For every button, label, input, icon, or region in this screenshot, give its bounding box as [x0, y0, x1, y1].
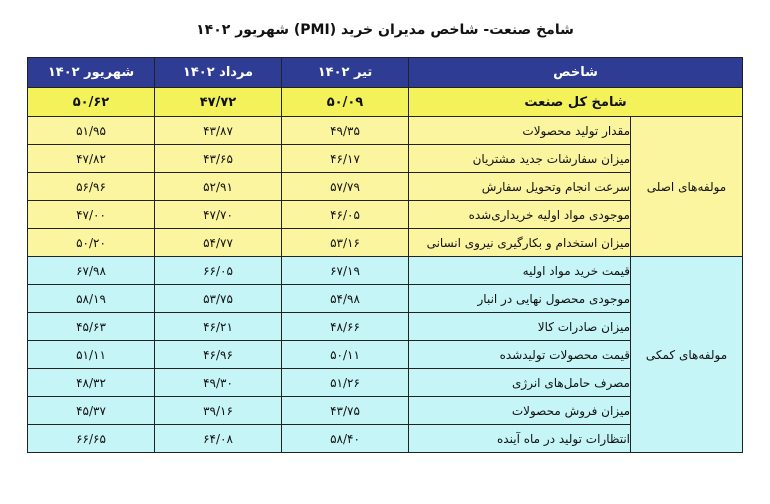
total-value: ۴۷/۷۲ — [155, 88, 282, 117]
header-month: مرداد ۱۴۰۲ — [155, 58, 282, 88]
pmi-table — [27, 57, 743, 453]
cell-value: ۶۴/۰۸ — [155, 425, 282, 453]
cell-value: ۵۳/۱۶ — [282, 229, 409, 257]
cell-value: ۵۰/۱۱ — [282, 341, 409, 369]
cell-value: ۴۸/۳۲ — [28, 369, 155, 397]
header-row — [28, 58, 743, 88]
cell-value: ۵۱/۱۱ — [28, 341, 155, 369]
cell-value: ۴۹/۳۵ — [282, 117, 409, 145]
cell-value: ۴۳/۸۷ — [155, 117, 282, 145]
total-value: ۵۰/۰۹ — [282, 88, 409, 117]
row-label: میزان صادرات کالا — [409, 313, 631, 341]
table-row — [28, 117, 743, 145]
cell-value: ۴۵/۶۳ — [28, 313, 155, 341]
cell-value: ۶۷/۱۹ — [282, 257, 409, 285]
header-indicator: شاخص — [409, 58, 743, 88]
group-label-aux: مولفه‌های کمکی — [631, 257, 743, 453]
cell-value: ۴۶/۰۵ — [282, 201, 409, 229]
cell-value: ۴۷/۷۰ — [155, 201, 282, 229]
table-row — [28, 257, 743, 285]
cell-value: ۵۰/۲۰ — [28, 229, 155, 257]
row-label: مصرف حامل‌های انرژی — [409, 369, 631, 397]
cell-value: ۴۳/۷۵ — [282, 397, 409, 425]
row-label: میزان فروش محصولات — [409, 397, 631, 425]
cell-value: ۴۷/۰۰ — [28, 201, 155, 229]
total-label: شامخ کل صنعت — [409, 88, 743, 117]
header-month: شهریور ۱۴۰۲ — [28, 58, 155, 88]
cell-value: ۶۶/۶۵ — [28, 425, 155, 453]
cell-value: ۴۶/۲۱ — [155, 313, 282, 341]
cell-value: ۴۸/۶۶ — [282, 313, 409, 341]
cell-value: ۴۳/۶۵ — [155, 145, 282, 173]
cell-value: ۴۶/۱۷ — [282, 145, 409, 173]
cell-value: ۵۸/۴۰ — [282, 425, 409, 453]
row-label: سرعت انجام وتحویل سفارش — [409, 173, 631, 201]
cell-value: ۴۷/۸۲ — [28, 145, 155, 173]
total-value: ۵۰/۶۲ — [28, 88, 155, 117]
row-label: قیمت محصولات تولیدشده — [409, 341, 631, 369]
cell-value: ۵۱/۹۵ — [28, 117, 155, 145]
cell-value: ۵۱/۲۶ — [282, 369, 409, 397]
cell-value: ۶۶/۰۵ — [155, 257, 282, 285]
cell-value: ۳۹/۱۶ — [155, 397, 282, 425]
group-label-main: مولفه‌های اصلی — [631, 117, 743, 257]
cell-value: ۵۴/۹۸ — [282, 285, 409, 313]
row-label: موجودی مواد اولیه خریداری‌شده — [409, 201, 631, 229]
header-month: تیر ۱۴۰۲ — [282, 58, 409, 88]
cell-value: ۴۶/۹۶ — [155, 341, 282, 369]
cell-value: ۵۴/۷۷ — [155, 229, 282, 257]
cell-value: ۴۵/۳۷ — [28, 397, 155, 425]
row-label: میزان سفارشات جدید مشتریان — [409, 145, 631, 173]
table-title: شامخ صنعت- شاخص مدیران خرید (PMI) شهریور ۱۴۰۲ — [196, 22, 574, 38]
row-label: میزان استخدام و بکارگیری نیروی انسانی — [409, 229, 631, 257]
row-label: موجودی محصول نهایی در انبار — [409, 285, 631, 313]
total-row — [28, 88, 743, 117]
cell-value: ۵۸/۱۹ — [28, 285, 155, 313]
cell-value: ۴۹/۳۰ — [155, 369, 282, 397]
row-label: مقدار تولید محصولات — [409, 117, 631, 145]
row-label: انتظارات تولید در ماه آینده — [409, 425, 631, 453]
row-label: قیمت خرید مواد اولیه — [409, 257, 631, 285]
cell-value: ۵۷/۷۹ — [282, 173, 409, 201]
cell-value: ۵۳/۷۵ — [155, 285, 282, 313]
cell-value: ۵۲/۹۱ — [155, 173, 282, 201]
cell-value: ۶۷/۹۸ — [28, 257, 155, 285]
cell-value: ۵۶/۹۶ — [28, 173, 155, 201]
